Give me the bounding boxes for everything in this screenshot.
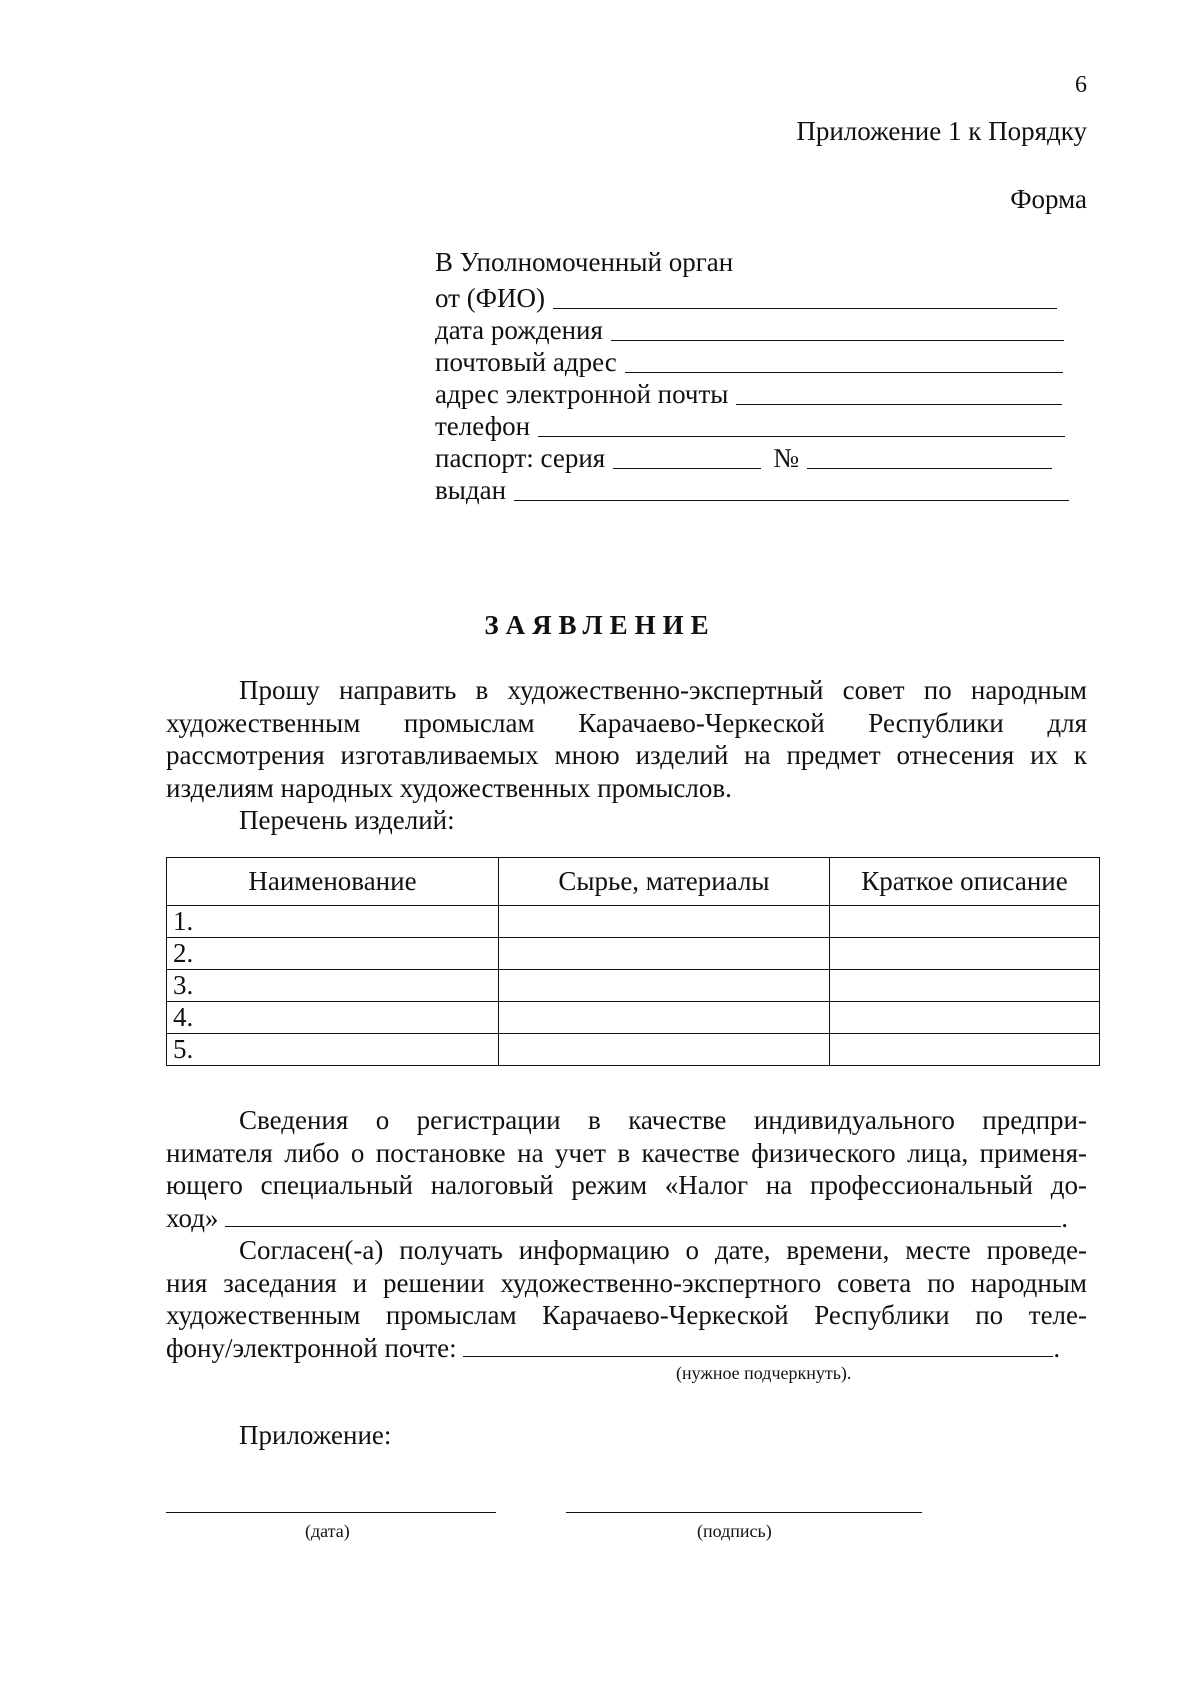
request-line: рассмотрения изготавливаемых мною изделий на предмет отнесения их к	[166, 740, 1087, 770]
consent-last-suffix: .	[1053, 1332, 1061, 1363]
description-cell[interactable]	[830, 938, 1100, 970]
row-number: 1.	[167, 906, 499, 938]
fio-blank[interactable]	[553, 307, 1057, 309]
passport-number-blank[interactable]	[807, 467, 1052, 469]
date-caption: (дата)	[305, 1521, 350, 1541]
materials-cell[interactable]	[498, 938, 829, 970]
request-line: изделиям народных художественных промыслов.	[166, 772, 732, 803]
registration-last-prefix: ход»	[166, 1202, 219, 1233]
contact-method-blank[interactable]	[463, 1336, 1053, 1357]
column-header-materials: Сырье, материалы	[498, 858, 829, 906]
phone-field[interactable]	[435, 410, 1065, 442]
registration-last-suffix: .	[1061, 1202, 1068, 1233]
issued-by-field[interactable]	[435, 474, 1069, 506]
passport-series-blank[interactable]	[613, 467, 761, 469]
postal-address-field[interactable]	[435, 346, 1063, 378]
items-table	[166, 857, 1100, 1066]
registration-line: нимателя либо о постановке на учет в качестве физического лица, применя-	[166, 1137, 1087, 1168]
table-row	[167, 1002, 1100, 1034]
description-cell[interactable]	[830, 970, 1100, 1002]
issued-by-blank[interactable]	[514, 499, 1069, 501]
birth-date-blank[interactable]	[611, 339, 1064, 341]
passport-number-label: №	[773, 443, 799, 473]
fio-label: от (ФИО)	[435, 283, 546, 313]
postal-address-label: почтовый адрес	[435, 347, 617, 377]
materials-cell[interactable]	[498, 1002, 829, 1034]
row-number: 4.	[167, 1002, 499, 1034]
request-line: Прошу направить в художественно-экспертный совет по народным	[239, 675, 1087, 705]
form-label: Форма	[1010, 184, 1087, 214]
fio-field[interactable]	[435, 282, 1057, 314]
email-blank[interactable]	[736, 403, 1062, 405]
table-row	[167, 1034, 1100, 1066]
consent-line: художественным промыслам Карачаево-Черкеской Республики по теле-	[166, 1300, 1087, 1330]
row-number: 2.	[167, 938, 499, 970]
consent-line: ния заседания и решении художественно-экспертного совета по народным	[166, 1267, 1087, 1298]
items-list-label: Перечень изделий:	[239, 805, 455, 835]
passport-series-label: паспорт: серия	[435, 443, 606, 473]
email-field[interactable]	[435, 378, 1062, 410]
table-header-row	[167, 858, 1100, 906]
registration-line: Сведения о регистрации в качестве индивидуального предпри-	[239, 1105, 1087, 1135]
registration-paragraph	[166, 1104, 1087, 1234]
issued-by-label: выдан	[435, 475, 507, 505]
registration-last-line	[166, 1202, 1087, 1235]
passport-field[interactable]	[435, 442, 1052, 474]
description-cell[interactable]	[830, 1034, 1100, 1066]
consent-last-line	[166, 1332, 1087, 1365]
email-label: адрес электронной почты	[435, 379, 729, 409]
consent-last-prefix: фону/электронной почте:	[166, 1332, 457, 1363]
table-row	[167, 938, 1100, 970]
row-number: 3.	[167, 970, 499, 1002]
date-line[interactable]	[166, 1512, 496, 1513]
row-number: 5.	[167, 1034, 499, 1066]
table-row	[167, 906, 1100, 938]
page-number: 6	[1075, 72, 1087, 98]
signature-line[interactable]	[566, 1512, 922, 1513]
materials-cell[interactable]	[498, 970, 829, 1002]
materials-cell[interactable]	[498, 906, 829, 938]
consent-paragraph	[166, 1234, 1087, 1364]
postal-address-blank[interactable]	[625, 371, 1063, 373]
phone-blank[interactable]	[538, 435, 1065, 437]
request-line: художественным промыслам Карачаево-Черкеской Республики для	[166, 707, 1087, 738]
underline-note: (нужное подчеркнуть).	[676, 1363, 852, 1383]
birth-date-field[interactable]	[435, 314, 1064, 346]
column-header-description: Краткое описание	[830, 858, 1100, 906]
consent-line: Согласен(-а) получать информацию о дате, времени, месте проведе-	[239, 1235, 1087, 1265]
phone-label: телефон	[435, 411, 531, 441]
column-header-name: Наименование	[167, 858, 499, 906]
appendix-header: Приложение 1 к Порядку	[796, 116, 1087, 146]
registration-blank[interactable]	[225, 1206, 1061, 1227]
request-paragraph	[166, 674, 1087, 837]
birth-date-label: дата рождения	[435, 315, 603, 345]
materials-cell[interactable]	[498, 1034, 829, 1066]
attachment-label: Приложение:	[239, 1420, 392, 1450]
table-row	[167, 970, 1100, 1002]
description-cell[interactable]	[830, 1002, 1100, 1034]
addressee-heading: В Уполномоченный орган	[435, 247, 734, 277]
document-title: ЗАЯВЛЕНИЕ	[484, 610, 716, 640]
registration-line: ющего специальный налоговый режим «Налог на профессиональный до-	[166, 1170, 1087, 1200]
signature-caption: (подпись)	[697, 1521, 772, 1541]
description-cell[interactable]	[830, 906, 1100, 938]
